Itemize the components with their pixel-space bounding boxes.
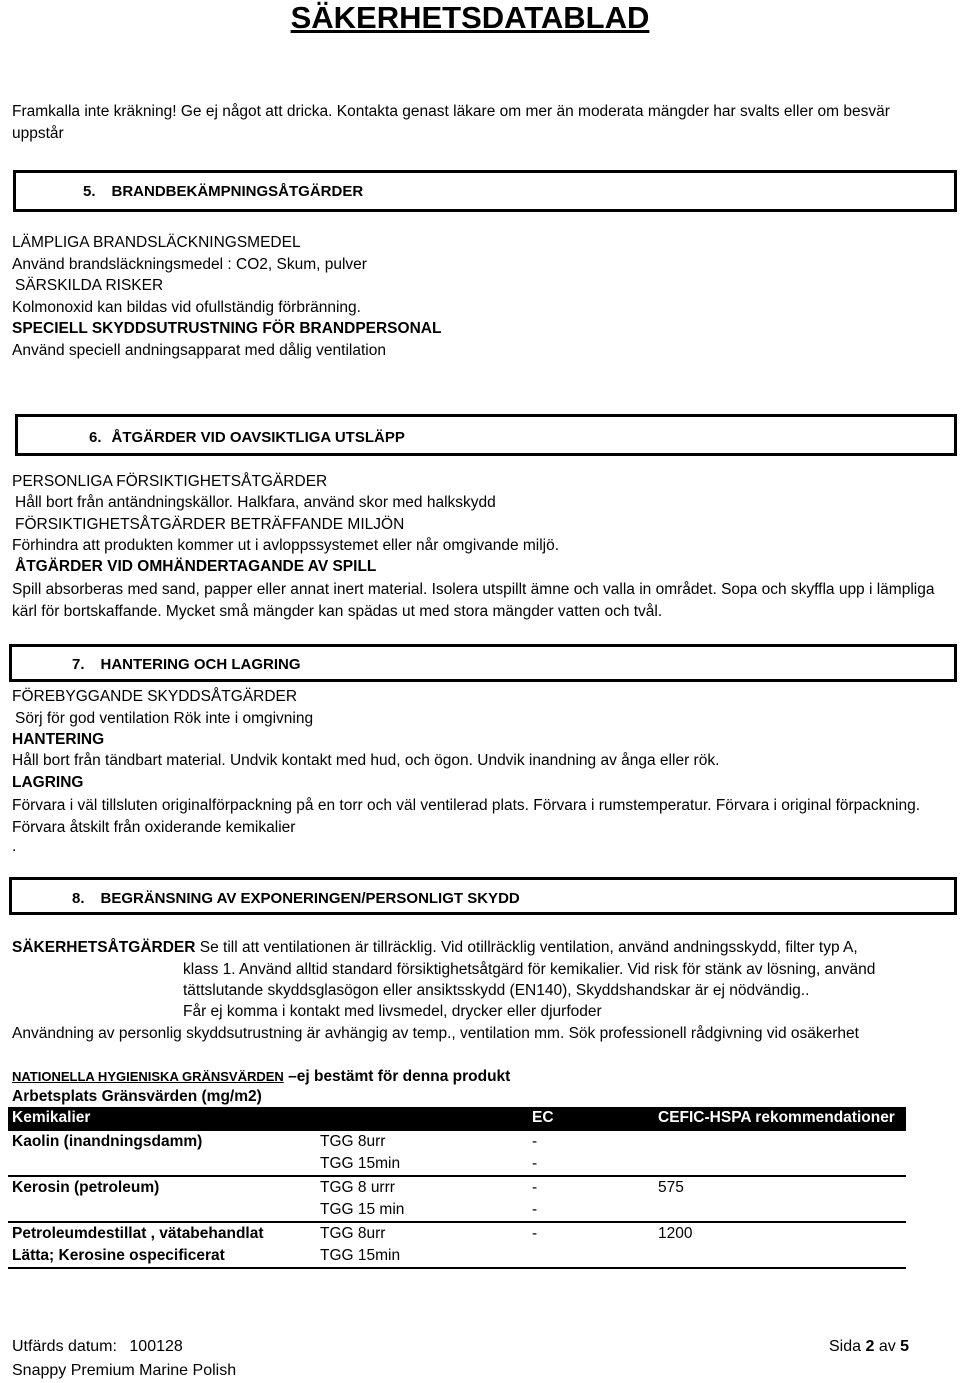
s6-sub1-text: Håll bort från antändningskällor. Halkfara, använd skor med halkskydd [15, 494, 496, 511]
section-8-number: 8. [72, 890, 85, 907]
cefic-value [654, 1199, 906, 1222]
page-total: 5 [900, 1338, 910, 1355]
ec-value: - [528, 1130, 654, 1153]
s6-sub3-heading: ÅTGÄRDER VID OMHÄNDERTAGANDE AV SPILL [15, 558, 377, 575]
table-row [8, 1130, 906, 1153]
s8-safety-label: SÄKERHETSÅTGÄRDER [12, 939, 196, 956]
issued-label: Utfärds datum: [12, 1338, 117, 1355]
footer-page-number [829, 1338, 909, 1356]
section-6-number: 6. [89, 429, 102, 446]
s8-safety-line4: Får ej komma i kontakt med livsmedel, drycker eller djurfoder [183, 1003, 602, 1020]
s7-sub2-heading: HANTERING [12, 731, 105, 748]
footer-product: Snappy Premium Marine Polish [12, 1362, 237, 1379]
section-6-header [15, 414, 957, 456]
s7-sub1-text: Sörj för god ventilation Rök inte i omgivning [15, 710, 314, 727]
section-8-header [9, 877, 957, 915]
section-5-number: 5. [83, 183, 96, 200]
page-prefix: Sida [829, 1338, 866, 1355]
s6-sub3-text: Spill absorberas med sand, papper eller annat inert material. Isolera utspillt ämne och valla in området. Sopa och skyffla upp i lämpliga kärl för bortskaffande. Mycket små mängder kan spädas ut med stora mängder vatten och tvål. [12, 581, 935, 620]
cefic-value [654, 1245, 906, 1268]
header-cefic: CEFIC-HSPA rekommendationer [654, 1107, 906, 1130]
s6-sub2-text: Förhindra att produkten kommer ut i avloppssystemet eller når omgivande miljö. [12, 537, 560, 554]
section-7-header [9, 644, 957, 682]
s5-sub1-heading: LÄMPLIGA BRANDSLÄCKNINGSMEDEL [12, 234, 301, 251]
table-row [8, 1176, 906, 1199]
chemical-name: Petroleumdestillat , vätabehandlat [8, 1222, 316, 1245]
s8-workplace-label: Arbetsplats Gränsvärden (mg/m2) [12, 1088, 262, 1105]
s7-sub2-text: Håll bort från tändbart material. Undvik kontakt med hud, och ögon. Undvik inandning av ånga eller rök. [12, 752, 720, 769]
table-row [8, 1245, 906, 1268]
footer-issued [12, 1338, 183, 1356]
cefic-value [654, 1130, 906, 1153]
chemical-name: Lätta; Kerosine ospecificerat [8, 1245, 316, 1268]
limit-type: TGG 15min [316, 1245, 528, 1268]
s6-sub2-heading: FÖRSIKTIGHETSÅTGÄRDER BETRÄFFANDE MILJÖN [15, 516, 405, 533]
limit-type: TGG 15min [320, 1155, 401, 1172]
s7-trailer: . [12, 838, 17, 855]
cefic-value [654, 1153, 906, 1176]
section-8-title: BEGRÄNSNING AV EXPONERINGEN/PERSONLIGT SKYDD [100, 890, 520, 907]
s8-hygiene-label: NATIONELLA HYGIENISKA GRÄNSVÄRDEN [12, 1069, 284, 1084]
ec-value: - [528, 1176, 654, 1199]
chemical-name: Kaolin (inandningsdamm) [8, 1130, 316, 1153]
document-title: SÄKERHETSDATABLAD [290, 0, 650, 35]
s7-sub3-heading: LAGRING [12, 774, 84, 791]
s5-sub3-text: Använd speciell andningsapparat med dålig ventilation [12, 342, 386, 359]
limit-type: TGG 15 min [320, 1201, 405, 1218]
header-chemicals: Kemikalier [8, 1107, 316, 1130]
ec-value: - [532, 1155, 538, 1172]
cefic-value: 1200 [654, 1222, 906, 1245]
page-middle: av [874, 1338, 901, 1355]
section-7-title: HANTERING OCH LAGRING [100, 656, 301, 673]
chemical-name: Kerosin (petroleum) [8, 1176, 316, 1199]
page-current: 2 [865, 1338, 875, 1355]
header-ec: EC [528, 1107, 654, 1130]
s8-safety-line1: Se till att ventilationen är tillräcklig. Vid otillräcklig ventilation, använd andningsskydd, filter typ A, [199, 939, 858, 956]
exposure-limits-table [8, 1107, 906, 1269]
first-aid-paragraph: Framkalla inte kräkning! Ge ej något att dricka. Kontakta genast läkare om mer än moderata mängder har svalts eller om besvär uppstår [12, 103, 890, 142]
limit-type: TGG 8 urrr [316, 1176, 528, 1199]
ec-value: - [532, 1201, 538, 1218]
section-5-title: BRANDBEKÄMPNINGSÅTGÄRDER [111, 183, 364, 200]
chemical-name [8, 1153, 316, 1176]
ec-value [528, 1245, 654, 1268]
s6-sub1-heading: PERSONLIGA FÖRSIKTIGHETSÅTGÄRDER [12, 473, 328, 490]
s5-sub1-text: Använd brandsläckningsmedel : CO2, Skum, pulver [12, 256, 367, 273]
table-row [8, 1199, 906, 1222]
header-blank [316, 1107, 528, 1130]
chemical-name [8, 1199, 316, 1222]
ec-value: - [528, 1222, 654, 1245]
s5-sub2-text: Kolmonoxid kan bildas vid ofullständig förbränning. [12, 299, 361, 316]
s7-sub3-text: Förvara i väl tillsluten originalförpackning på en torr och väl ventilerad plats. Förvara i rumstemperatur. Förvara i original förpackning. Förvara åtskilt från oxiderande kemikalier [12, 797, 921, 836]
table-row [8, 1153, 906, 1176]
section-5-header [13, 170, 957, 212]
issued-value: 100128 [129, 1338, 183, 1355]
s8-safety-line3: tättslutande skyddsglasögon eller ansiktsskydd (EN140), Skyddshandskar är ej nödvändig.. [183, 982, 810, 999]
cefic-value: 575 [654, 1176, 906, 1199]
s8-safety-line2: klass 1. Använd alltid standard försiktighetsåtgärd för kemikalier. Vid risk för stänk av lösning, använd [183, 961, 876, 978]
section-6-title: ÅTGÄRDER VID OAVSIKTLIGA UTSLÄPP [111, 429, 405, 446]
s8-usage-text: Användning av personlig skyddsutrustning är avhängig av temp., ventilation mm. Sök professionell rådgivning vid osäkerhet [12, 1025, 859, 1042]
s5-sub3-heading: SPECIELL SKYDDSUTRUSTNING FÖR BRANDPERSONAL [12, 320, 442, 337]
limit-type: TGG 8urr [316, 1130, 528, 1153]
section-7-number: 7. [72, 656, 85, 673]
s7-sub1-heading: FÖREBYGGANDE SKYDDSÅTGÄRDER [12, 688, 298, 705]
table-header-row [8, 1107, 906, 1130]
s5-sub2-heading: SÄRSKILDA RISKER [15, 277, 164, 294]
limit-type: TGG 8urr [316, 1222, 528, 1245]
table-row [8, 1222, 906, 1245]
s8-hygiene-suffix: –ej bestämt för denna produkt [283, 1068, 511, 1085]
